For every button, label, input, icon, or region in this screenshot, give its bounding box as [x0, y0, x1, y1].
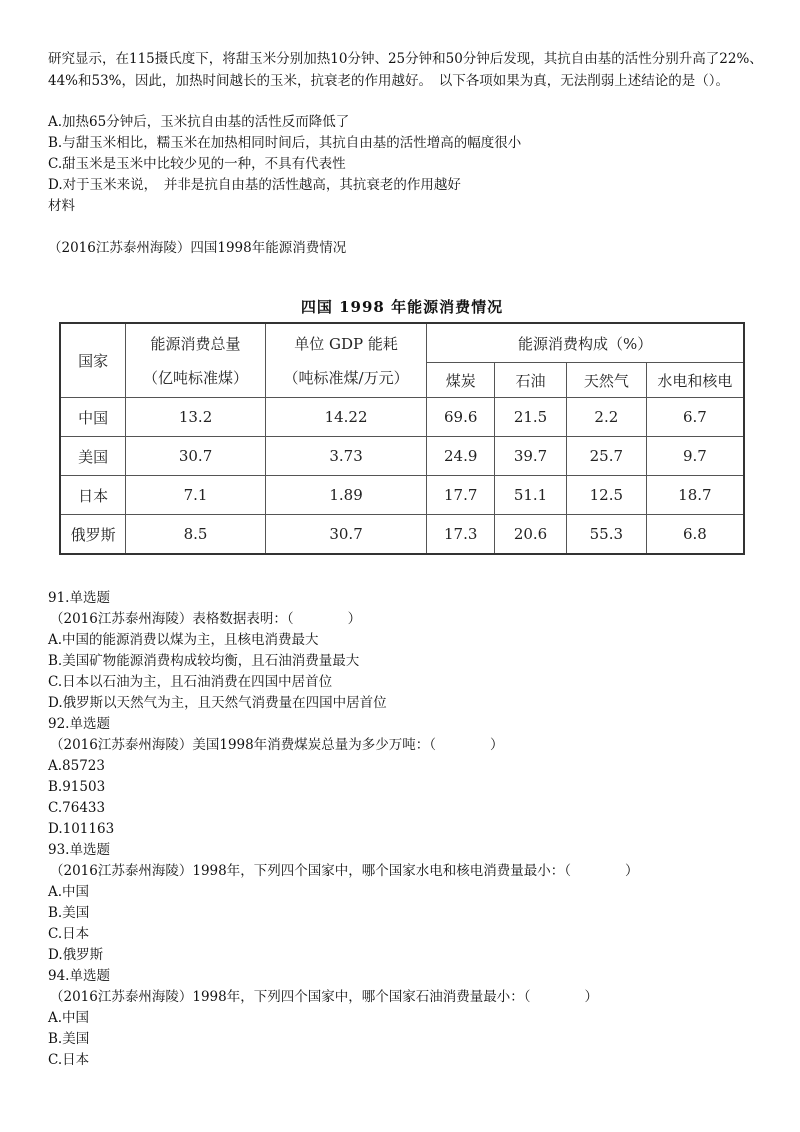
q93-option-a: A.中国	[48, 884, 90, 900]
material-caption: （2016江苏泰州海陵）四国1998年能源消费情况	[48, 240, 347, 256]
intro-passage	[48, 48, 764, 92]
cell-value: 51.1	[495, 476, 567, 515]
cell-value: 55.3	[566, 515, 646, 555]
cell-value: 30.7	[265, 515, 426, 555]
cell-value: 14.22	[265, 398, 426, 437]
cell-value: 3.73	[265, 437, 426, 476]
cell-value: 7.1	[126, 476, 266, 515]
header-gdp	[265, 323, 426, 398]
cell-value: 6.7	[646, 398, 744, 437]
table-row	[60, 476, 744, 515]
cell-value: 1.89	[265, 476, 426, 515]
q93-header: 93.单选题	[48, 842, 110, 858]
header-coal: 煤炭	[427, 363, 495, 398]
q91-option-d: D.俄罗斯以天然气为主，且天然气消费量在四国中居首位	[48, 695, 387, 711]
cell-value: 30.7	[126, 437, 266, 476]
header-hydro-nuclear: 水电和核电	[646, 363, 744, 398]
q91-option-a: A.中国的能源消费以煤为主，且核电消费最大	[48, 632, 319, 648]
header-total-label: 能源消费总量	[150, 334, 241, 353]
q92-option-d: D.101163	[48, 821, 115, 837]
q94-header: 94.单选题	[48, 968, 110, 984]
cell-value: 17.3	[427, 515, 495, 555]
cell-country: 美国	[60, 437, 126, 476]
cell-value: 2.2	[566, 398, 646, 437]
header-country: 国家	[60, 323, 126, 398]
q93-option-c: C.日本	[48, 926, 90, 942]
q94-option-a: A.中国	[48, 1010, 90, 1026]
energy-table	[59, 322, 745, 555]
header-composition: 能源消费构成（%）	[427, 323, 744, 363]
table-title: 四国 1998 年能源消费情况	[300, 298, 504, 316]
table-row	[60, 437, 744, 476]
intro-prompt: 的是（）。	[668, 73, 730, 89]
table-row	[60, 398, 744, 437]
q91-stem: （2016江苏泰州海陵）表格数据表明：（ ）	[50, 611, 362, 627]
cell-country: 俄罗斯	[60, 515, 126, 555]
q92-option-a: A.85723	[48, 758, 105, 774]
cell-value: 13.2	[126, 398, 266, 437]
q94-stem: （2016江苏泰州海陵）1998年，下列四个国家中，哪个国家石油消费量最小：（ ）	[50, 989, 598, 1005]
intro-option-a: A.加热65分钟后，玉米抗自由基的活性反而降低了	[48, 114, 350, 130]
q93-stem: （2016江苏泰州海陵）1998年，下列四个国家中，哪个国家水电和核电消费量最小：（ ）	[50, 863, 639, 879]
cell-country: 中国	[60, 398, 126, 437]
header-oil: 石油	[495, 363, 567, 398]
q92-header: 92.单选题	[48, 716, 110, 732]
q91-option-c: C.日本以石油为主，且石油消费在四国中居首位	[48, 674, 333, 690]
energy-table-figure	[59, 296, 745, 555]
q92-option-c: C.76433	[48, 800, 106, 816]
header-gdp-label: 单位 GDP 能耗	[294, 334, 398, 353]
intro-option-c: C.甜玉米是玉米中比较少见的一种，不具有代表性	[48, 156, 346, 172]
cell-value: 24.9	[427, 437, 495, 476]
cell-value: 39.7	[495, 437, 567, 476]
cell-value: 12.5	[566, 476, 646, 515]
material-label: 材料	[48, 198, 75, 214]
intro-option-b: B.与甜玉米相比，糯玉米在加热相同时间后，其抗自由基的活性增高的幅度很小	[48, 135, 522, 151]
table-header-row	[60, 323, 744, 363]
cell-value: 8.5	[126, 515, 266, 555]
cell-value: 21.5	[495, 398, 567, 437]
cell-country: 日本	[60, 476, 126, 515]
header-gas: 天然气	[566, 363, 646, 398]
q94-option-b: B.美国	[48, 1031, 90, 1047]
cell-value: 25.7	[566, 437, 646, 476]
cell-value: 69.6	[427, 398, 495, 437]
cell-value: 20.6	[495, 515, 567, 555]
header-total-unit: （亿吨标准煤）	[143, 368, 249, 387]
cell-value: 17.7	[427, 476, 495, 515]
q93-option-d: D.俄罗斯	[48, 947, 104, 963]
cell-value: 6.8	[646, 515, 744, 555]
header-gdp-unit: （吨标准煤/万元）	[283, 368, 409, 387]
q92-stem: （2016江苏泰州海陵）美国1998年消费煤炭总量为多少万吨：（ ）	[50, 737, 504, 753]
header-total	[126, 323, 266, 398]
intro-text: 研究显示，在115摄氏度下，将甜玉米分别加热10分钟、25分钟和50分钟后发现，其抗自由基的活性分别升高了22%、44%和53%，因此，加热时间越长的玉米，抗衰老的作用越好。 以下各项如果为真，无法削弱上述结论	[48, 51, 763, 89]
intro-option-d: D.对于玉米来说， 并非是抗自由基的活性越高，其抗衰老的作用越好	[48, 177, 461, 193]
q94-option-c: C.日本	[48, 1052, 90, 1068]
q91-header: 91.单选题	[48, 590, 110, 606]
q91-option-b: B.美国矿物能源消费构成较均衡，且石油消费量最大	[48, 653, 360, 669]
q92-option-b: B.91503	[48, 779, 106, 795]
q93-option-b: B.美国	[48, 905, 90, 921]
cell-value: 18.7	[646, 476, 744, 515]
table-row	[60, 515, 744, 555]
cell-value: 9.7	[646, 437, 744, 476]
